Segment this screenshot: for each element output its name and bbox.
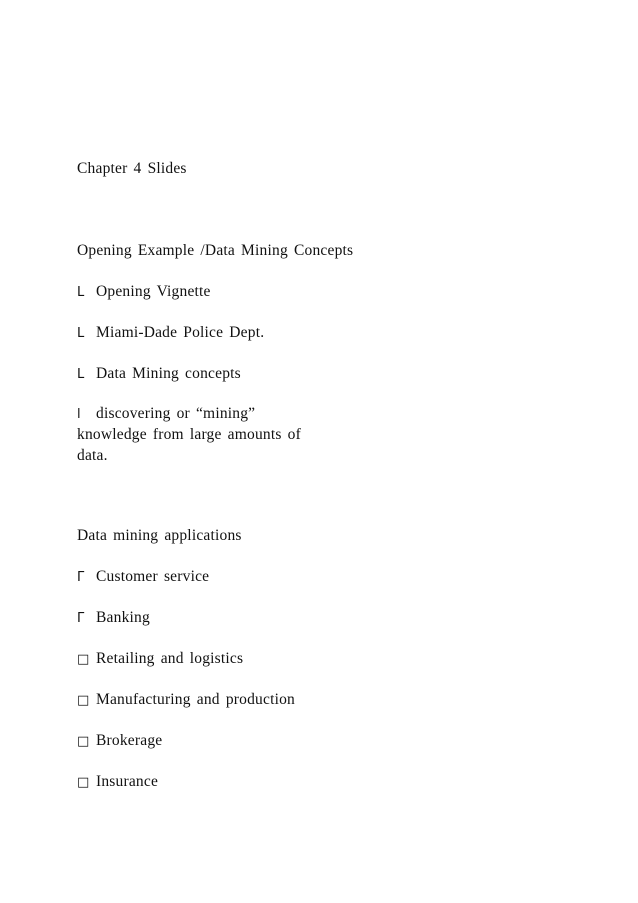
bullet-marker: L	[77, 367, 85, 382]
bullet-marker: □	[77, 693, 90, 708]
list-item	[77, 772, 158, 792]
bullet-marker: □	[77, 652, 90, 667]
list-item-text: Miami-Dade Police Dept.	[96, 324, 265, 341]
list-item	[77, 649, 243, 669]
list-item	[77, 690, 295, 710]
list-item-text: Customer service	[96, 568, 210, 585]
section-heading-opening-example: Opening Example /Data Mining Concepts	[77, 242, 354, 259]
bullet-marker: l	[77, 407, 81, 422]
list-item	[77, 731, 162, 751]
sub-item-text: discovering or “mining”	[96, 405, 256, 422]
list-item-text: Opening Vignette	[96, 283, 211, 300]
sub-item-line-3: data.	[77, 447, 108, 464]
section-heading-applications: Data mining applications	[77, 527, 242, 544]
bullet-marker: L	[77, 285, 85, 300]
list-item-text: Insurance	[96, 773, 159, 790]
bullet-marker: Г	[77, 570, 86, 585]
sub-item-line-1	[77, 404, 255, 424]
list-item	[77, 608, 150, 628]
list-item	[77, 364, 241, 384]
list-item-text: Brokerage	[96, 732, 163, 749]
bullet-marker: □	[77, 775, 90, 790]
bullet-marker: Г	[77, 611, 86, 626]
sub-item-line-2: knowledge from large amounts of	[77, 426, 301, 443]
bullet-marker: L	[77, 326, 85, 341]
list-item	[77, 323, 264, 343]
list-item	[77, 567, 209, 587]
list-item	[77, 282, 211, 302]
list-item-text: Banking	[96, 609, 150, 626]
list-item-text: Manufacturing and production	[96, 691, 295, 708]
list-item-text: Data Mining concepts	[96, 365, 241, 382]
chapter-title: Chapter 4 Slides	[77, 160, 187, 177]
list-item-text: Retailing and logistics	[96, 650, 244, 667]
bullet-marker: □	[77, 734, 90, 749]
